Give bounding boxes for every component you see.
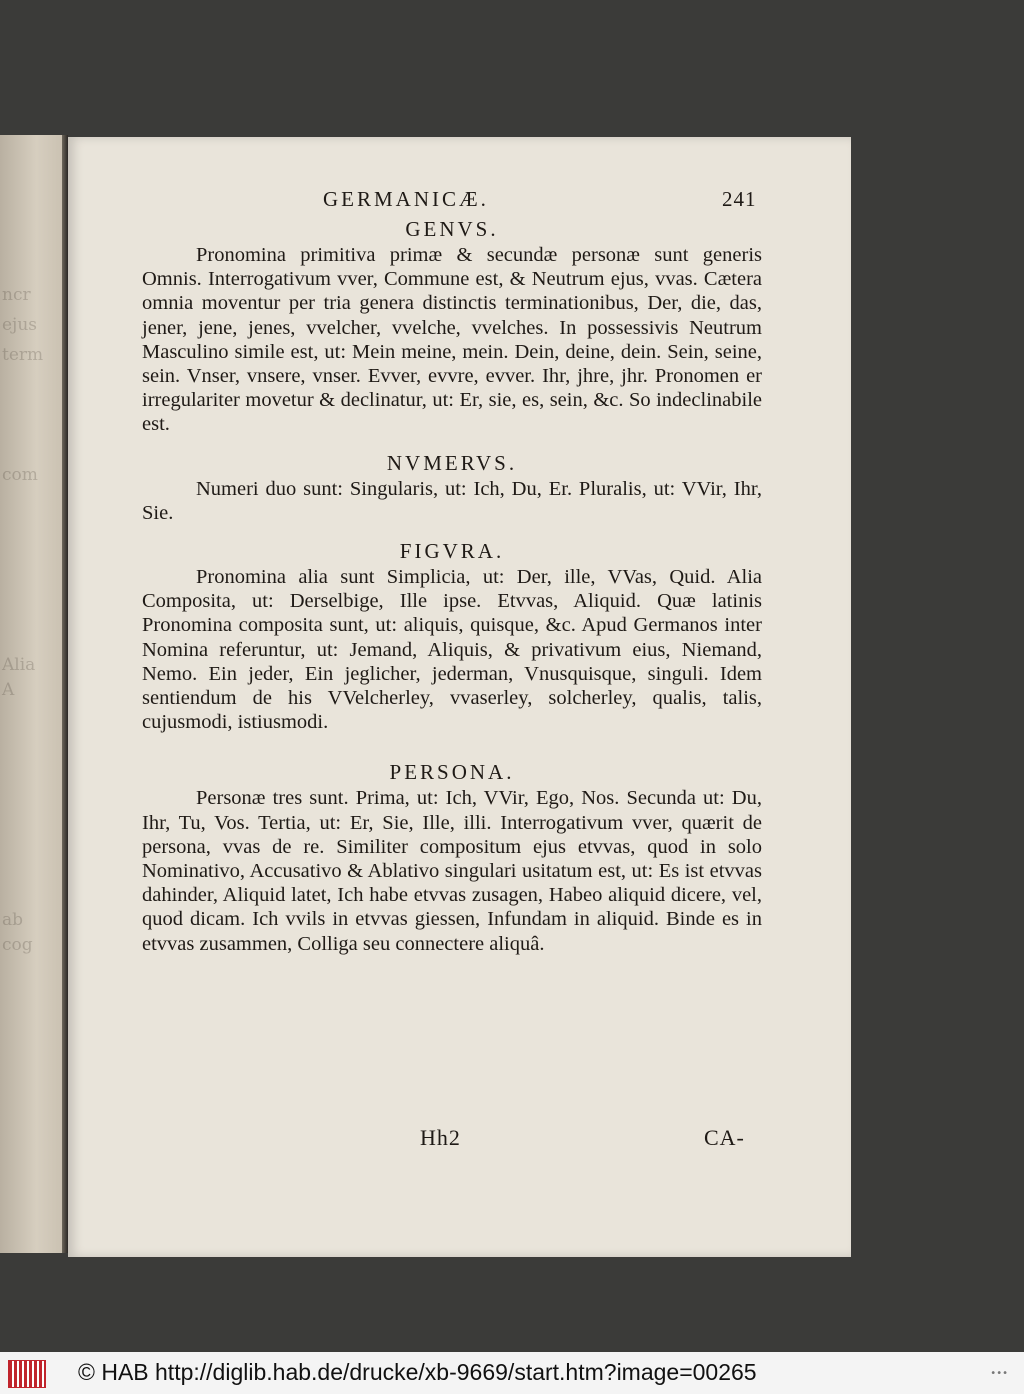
section-paragraph: Pronomina alia sunt Simplicia, ut: Der, ille, VVas, Quid. Alia Composita, ut: Derselbige, Ille ipse. Etvvas, Aliquid. Quæ latinis Pronomina composita sunt, ut: aliquis, quisque, &c. Apud Germanos inter Nomina referuntur, ut: Jemand, Aliquis, & privativum eius, Niemand, Nemo. Ein jeder, Ein jeglicher, jederman, Vnusquisque, singuli. Idem sentiendum de his VVelcherley, vvaserley, solcherley, qualis, talis, cujusmodi, istiusmodi. [142, 566, 762, 734]
facing-page-edge [0, 135, 66, 1253]
credit-bar [0, 1352, 1024, 1394]
running-head-title: GERMANICÆ. [323, 187, 489, 211]
section-heading: PERSONA. [389, 760, 515, 785]
section-paragraph: Personæ tres sunt. Prima, ut: Ich, VVir, Ego, Nos. Secunda ut: Du, Ihr, Tu, Vos. Tertia, ut: Er, Sie, Ille, illi. Interrogativum vver, quærit de persona, vvas de re. Similiter compositum ejus etvvas, quod in solo Nominativo, Accusativo & Ablativo singulari usitatum est, ut: Es ist etvvas dahinder, Aliquid latet, Ich habe etvvas zusagen, Habeo aliquid dicere, vel, quod dicam. Ich vvils in etvvas giessen, Infundam in aliquid. Binde es in etvvas zusammen, Colliga seu connectere aliquâ. [142, 787, 762, 955]
page-number: 241 [722, 187, 757, 211]
section-figura [142, 537, 762, 734]
ghost-text: com [2, 465, 38, 485]
section-numerus [142, 449, 762, 525]
ghost-text: Alia [2, 655, 36, 675]
section-heading: NVMERVS. [386, 450, 518, 475]
ghost-text: A [2, 680, 15, 700]
section-persona [142, 758, 762, 955]
menu-dots-icon[interactable]: ••• [990, 1368, 1008, 1379]
credit-link[interactable]: © HAB http://diglib.hab.de/drucke/xb-9669/start.htm?image=00265 [78, 1359, 757, 1385]
section-paragraph: Numeri duo sunt: Singularis, ut: Ich, Du, Er. Pluralis, ut: VVir, Ihr, Sie. [142, 477, 762, 524]
section-heading: GENVS. [405, 217, 499, 241]
section-paragraph: Pronomina primitiva primæ & secundæ personæ sunt generis Omnis. Interrogativum vver, Commune est, & Neutrum ejus, vvas. Cætera omnia moventur per tria genera distinctis terminationibus, Der, die, das, jener, jene, jenes, vvelcher, vvelche, vvelches. In possessivis Neutrum Masculino simile est, ut: Mein meine, mein. Dein, deine, dein. Sein, seine, sein. Vnser, vnsere, vnser. Evver, evvre, evver. Ihr, jhre, jhr. Pronomen er irregulariter movetur & declinatur, ut: Er, sie, es, sein, &c. So indeclinabile est. [142, 244, 762, 436]
page-body [142, 189, 762, 956]
ghost-text: ejus [2, 315, 38, 335]
ghost-text: ncr [2, 285, 31, 305]
ghost-text: cog [2, 935, 33, 955]
ghost-text: term [2, 345, 44, 365]
hab-logo-icon [8, 1360, 46, 1388]
ghost-text: ab [2, 910, 24, 930]
catchword: CA- [704, 1125, 745, 1150]
section-genus [142, 215, 762, 437]
book-page [68, 137, 851, 1257]
section-heading: FIGVRA. [399, 539, 505, 564]
signature-mark: Hh2 [420, 1125, 461, 1150]
